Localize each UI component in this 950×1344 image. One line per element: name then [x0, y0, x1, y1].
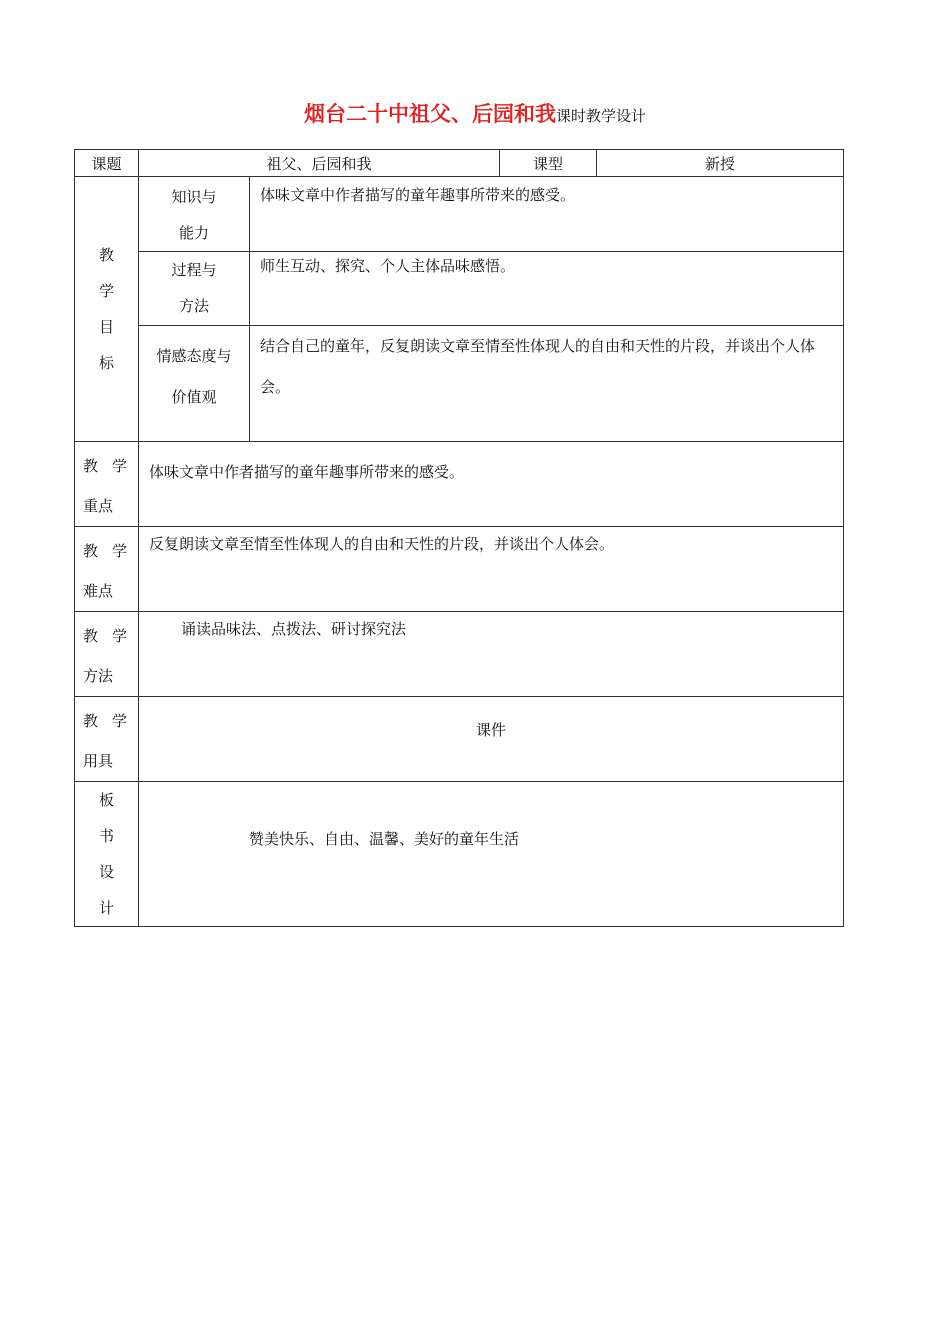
tools-text: 课件: [139, 697, 844, 782]
difficulties-label: 教学 难点: [75, 527, 139, 612]
objective-label-attitude: 情感态度与 价值观: [139, 326, 250, 442]
objective-text-process: 师生互动、探究、个人主体品味感悟。: [250, 252, 844, 326]
tools-label: 教学 用具: [75, 697, 139, 782]
objectives-label-char: 目: [98, 318, 114, 336]
document-title: [0, 98, 950, 128]
board-label-char: 板: [98, 791, 114, 809]
board-text: 赞美快乐、自由、温馨、美好的童年生活: [139, 782, 844, 927]
methods-text: 诵读品味法、点拨法、研讨探究法: [139, 612, 844, 697]
lesson-plan-table: [74, 149, 844, 927]
methods-row: [75, 612, 844, 697]
type-label: 课型: [500, 150, 597, 177]
type-value: 新授: [597, 150, 844, 177]
objective-label-knowledge: 知识与 能力: [139, 177, 250, 252]
board-row: [75, 782, 844, 927]
header-row: [75, 150, 844, 177]
objectives-label-char: 学: [98, 282, 114, 300]
board-label-char: 设: [98, 863, 114, 881]
key-points-text: 体味文章中作者描写的童年趣事所带来的感受。: [139, 442, 844, 527]
objective-label-process: 过程与 方法: [139, 252, 250, 326]
difficulties-text: 反复朗读文章至情至性体现人的自由和天性的片段，并谈出个人体会。: [139, 527, 844, 612]
title-main: 烟台二十中祖父、后园和我: [303, 102, 556, 126]
objective-row-knowledge: [75, 177, 844, 252]
title-suffix: 课时教学设计: [555, 107, 646, 125]
topic-value: 祖父、后园和我: [139, 150, 500, 177]
objective-text-knowledge: 体味文章中作者描写的童年趣事所带来的感受。: [250, 177, 844, 252]
methods-label: 教学 方法: [75, 612, 139, 697]
key-points-row: [75, 442, 844, 527]
board-label-char: 计: [98, 899, 114, 917]
objective-text-attitude: 结合自己的童年，反复朗读文章至情至性体现人的自由和天性的片段，并谈出个人体会。: [250, 326, 844, 442]
board-label-char: 书: [98, 827, 114, 845]
objective-row-attitude: [75, 326, 844, 442]
topic-label: 课题: [75, 150, 139, 177]
board-label: [75, 782, 139, 927]
objectives-label-char: 教: [98, 246, 114, 264]
tools-row: [75, 697, 844, 782]
difficulties-row: [75, 527, 844, 612]
objectives-label-char: 标: [98, 354, 114, 372]
objectives-label: [75, 177, 139, 442]
objective-row-process: [75, 252, 844, 326]
key-points-label: 教学 重点: [75, 442, 139, 527]
